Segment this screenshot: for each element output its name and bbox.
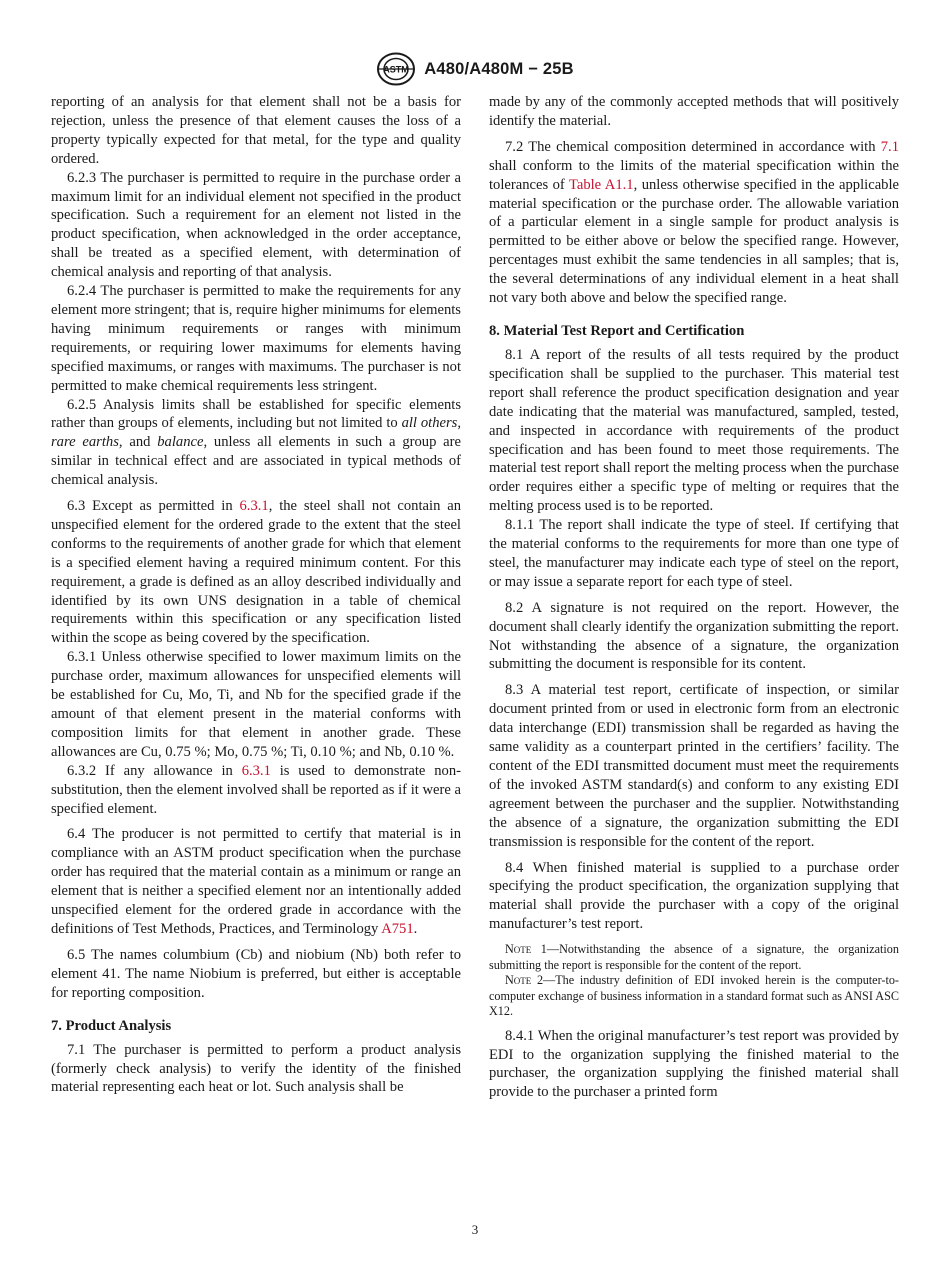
paragraph-8-3: 8.3 A material test report, certificate of inspection, or similar document printed from or used in electronic form from an electronic data interchange (EDI) transmission shall be regarded as having the same validity as a counterpart printed in the certifiers’ facility. The content of the EDI transmitted document must meet the requirements of the invoked ASTM standard(s) and conform to any existing EDI agreement between the purchaser and the supplier. Notwithstanding the absence of a signature, the organization submitting the EDI transmission is responsible for the content of the report. xyxy=(489,682,899,850)
paragraph-8-4: 8.4 When finished material is supplied to a purchase order specifying the product specification, the organization supplying that material shall provide the purchaser with a copy of the original manufacturer’s test report. xyxy=(489,859,899,933)
paragraph-6-2-2-continued: reporting of an analysis for that element shall not be a basis for rejection, unless the presence of that element causes the loss of a property typically expected for that metal, for the type and quality ordered. xyxy=(51,94,461,167)
section-heading-8: 8. Material Test Report and Certification xyxy=(489,322,745,339)
link-section-7-1[interactable]: 7.1 xyxy=(880,138,899,155)
paragraph-8-1-1: 8.1.1 The report shall indicate the type of steel. If certifying that the material conforms to the requirements for more than one type of steel, the manufacturer may indicate each type of steel on the report, or may issue a separate report for each type of steel. xyxy=(489,517,899,590)
link-table-a1-1[interactable]: Table A1.1 xyxy=(568,176,634,193)
paragraph-6-2-3: 6.2.3 The purchaser is permitted to require in the purchase order a maximum limit for an individual element not specified in the product specification. Such a requirement for an element not listed in the product specification, when acknowledged in the order acceptance, shall be treated as a specified element, with determination of chemical analysis and reporting of that analysis. xyxy=(51,169,461,281)
svg-text:ASTM: ASTM xyxy=(383,64,409,75)
paragraph-7-1: 7.1 The purchaser is permitted to perform a product analysis (formerly check analysis) to verify the identity of the finished material representing each heat or lot. Such analysis shall be xyxy=(51,1041,461,1096)
note-label: Note 1 xyxy=(505,942,547,957)
note-text: —Notwithstanding the absence of a signature, the organization submitting the report is responsible for the content of the report. xyxy=(489,942,899,972)
right-column xyxy=(489,93,899,1102)
paragraph-6-2-5 xyxy=(51,396,461,491)
link-section-6-3-1[interactable]: 6.3.1 xyxy=(239,498,269,515)
link-section-6-3-1[interactable]: 6.3.1 xyxy=(241,762,271,779)
paragraph-6-3-2 xyxy=(51,762,461,819)
text-run: 6.2.5 Analysis limits shall be established for specific elements rather than groups of elements, including but not limited to xyxy=(51,396,461,432)
note-1 xyxy=(489,942,899,973)
link-a751[interactable]: A751 xyxy=(381,920,414,937)
text-run: 6.3.2 If any allowance in xyxy=(67,762,242,779)
paragraph-8-1: 8.1 A report of the results of all tests required by the product specification shall be supplied to the purchaser. This material test report shall reference the product specification designation and year date indicating that the material was manufactured, sampled, tested, and inspected in accordance with requirements of the product specification and has been found to meet those requirements. The material test report shall report the melting process when the purchase order requires either a specific type of melting or requires that the melting process used is to be reported. xyxy=(489,346,899,515)
document-designation: A480/A480M − 25B xyxy=(424,59,574,78)
italic-term: balance xyxy=(157,434,204,451)
text-run: 6.3 Except as permitted in xyxy=(67,498,240,515)
paragraph-6-2-4: 6.2.4 The purchaser is permitted to make the requirements for any element more stringent; that is, require higher minimums for elements having minimum requirements or ranges with minimum requirements, or requiring lower maximums for elements having specified maximums, or ranges with maximums. The purchaser is not permitted to make chemical requirements less stringent. xyxy=(51,283,461,394)
text-run: , and xyxy=(118,434,158,451)
text-run: , unless all elements in such a group are similar in technical effect and are associated in typical methods of chemical analysis. xyxy=(51,434,461,489)
text-run: , xyxy=(457,415,461,432)
astm-logo-icon xyxy=(376,52,416,86)
note-label: Note 2 xyxy=(505,973,544,988)
text-run: . xyxy=(413,920,418,937)
note-text: —The industry definition of EDI invoked herein is the computer-to-computer exchange of business information in a standard format such as ANSI ASC X12. xyxy=(489,973,899,1019)
paragraph-6-4 xyxy=(51,825,461,938)
italic-term: all others xyxy=(401,415,458,432)
text-run: , unless otherwise specified in the applicable material specification or the purchase order. The allowable variation of a particular element in a single sample for product analysis is permitted to be either above or below the specified range. However, percentages must exhibit the same tendencies in all samples; that is, the several determinations of any individual element in a heat shall not vary both above and below the specified range. xyxy=(489,176,899,307)
italic-term: rare earths xyxy=(51,434,119,451)
text-run: is used to demonstrate non-substitution, then the element involved shall be reported as if it were a specified element. xyxy=(51,762,461,817)
page-header xyxy=(0,52,950,86)
text-run: 7.2 The chemical composition determined in accordance with xyxy=(505,138,881,155)
section-heading-7: 7. Product Analysis xyxy=(51,1017,172,1034)
paragraph-6-3-1: 6.3.1 Unless otherwise specified to lower maximum limits on the purchase order, maximum allowances for unspecified elements will be established for Cu, Mo, Ti, and Nb for the specified grade if the amount of that element present in the material conforms with composition limits for that element in another grade. These allowances are Cu, 0.75 %; Mo, 0.75 %; Ti, 0.10 %; and Nb, 0.10 %. xyxy=(51,649,461,760)
paragraph-6-3 xyxy=(51,497,461,648)
text-run: shall conform to the limits of the material specification within the tolerances of xyxy=(489,157,899,193)
paragraph-6-5: 6.5 The names columbium (Cb) and niobium (Nb) both refer to element 41. The name Niobium is preferred, but either is acceptable for reporting composition. xyxy=(51,946,461,1001)
page-number: 3 xyxy=(471,1222,479,1237)
text-run: 6.4 The producer is not permitted to certify that material is in compliance with an ASTM product specification when the purchase order has required that the material contain as a minimum or range an element that is neither a specified element nor an intentionally added unspecified element for the ordered grade in accordance with the definitions of Test Methods, Practices, and Terminology xyxy=(51,826,461,937)
paragraph-8-4-1: 8.4.1 When the original manufacturer’s test report was provided by EDI to the organization supplying the finished material to the purchaser, the organization supplying the finished material shall provide to the purchaser a printed form xyxy=(489,1027,899,1101)
paragraph-7-1-continued: made by any of the commonly accepted methods that will positively identify the material. xyxy=(489,94,899,129)
note-2 xyxy=(489,973,899,1020)
text-run: , the steel shall not contain an unspecified element for the ordered grade to the extent that the steel conforms to the requirements of another grade for which that element is a specified element having a required minimum content. For this requirement, a grade is defined as an alloy described individually and identified by its own UNS designation in a table of chemical requirements within this specification or any specification listed within the scope as being covered by the specification. xyxy=(51,498,462,647)
paragraph-7-2 xyxy=(489,138,899,308)
left-column xyxy=(51,93,461,1097)
paragraph-8-2: 8.2 A signature is not required on the report. However, the document shall clearly identify the organization submitting the report. Not withstanding the absence of a signature, the organization submitting the document is responsible for its content. xyxy=(489,599,899,673)
